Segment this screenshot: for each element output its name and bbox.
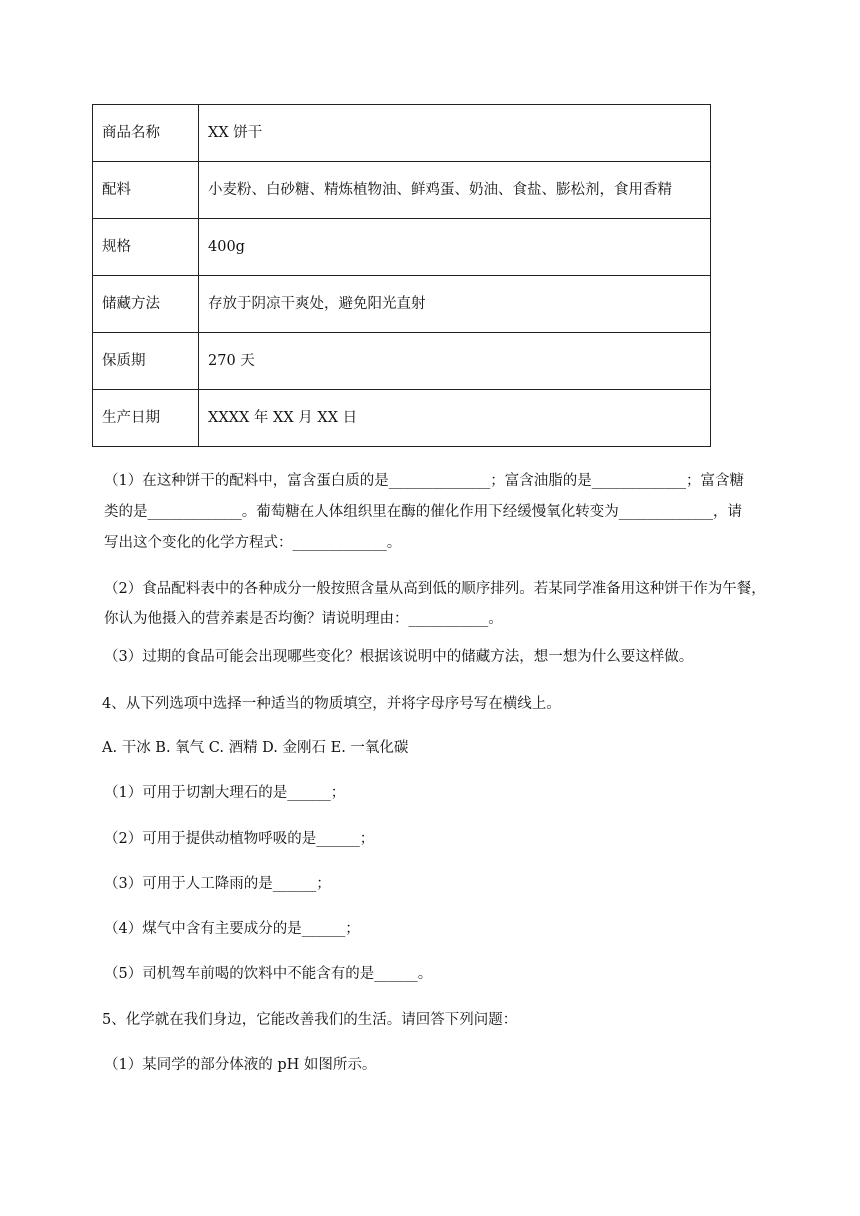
q4-item: （4）煤气中含有主要成分的是______； [104, 921, 360, 937]
table-value-cell: 存放于阴凉干爽处，避免阳光直射 [199, 276, 711, 333]
table-row [93, 390, 711, 447]
q5-item1: （1）某同学的部分体液的 pH 如图所示。 [104, 1057, 377, 1073]
q5-title: 5、化学就在我们身边，它能改善我们的生活。请回答下列问题： [102, 1012, 518, 1028]
q3-part2-line1: （2）食品配料表中的各种成分一般按照含量从高到低的顺序排列。若某同学准备用这种饼干作为午餐， [104, 581, 766, 597]
table-row [93, 105, 711, 162]
q4-item: （5）司机驾车前喝的饮料中不能含有的是______。 [104, 966, 433, 982]
q3-part3: （3）过期的食品可能会出现哪些变化？根据该说明中的储藏方法，想一想为什么要这样做。 [104, 649, 694, 665]
q3-part1-line1: （1）在这种饼干的配料中，富含蛋白质的是______________；富含油脂的是_____________；富含糖 [104, 473, 744, 489]
q4-title: 4、从下列选项中选择一种适当的物质填空，并将字母序号写在横线上。 [102, 696, 561, 712]
table-value-cell: 400g [199, 219, 711, 276]
table-key-cell: 商品名称 [93, 105, 199, 162]
q4-item: （1）可用于切割大理石的是______； [104, 785, 346, 801]
table-value-cell: XX 饼干 [199, 105, 711, 162]
table-key-cell: 生产日期 [93, 390, 199, 447]
table-row [93, 333, 711, 390]
q4-item: （2）可用于提供动植物呼吸的是______； [104, 831, 375, 847]
q3-part1-line2: 类的是_____________。葡萄糖在人体组织里在酶的催化作用下经缓慢氧化转变为_____________，请 [104, 504, 742, 520]
q3-part1-line3: 写出这个变化的化学方程式：_____________。 [104, 535, 402, 551]
q4-item: （3）可用于人工降雨的是______； [104, 876, 331, 892]
table-value-cell: XXXX 年 XX 月 XX 日 [199, 390, 711, 447]
table-key-cell: 保质期 [93, 333, 199, 390]
table-row [93, 219, 711, 276]
product-info-table [92, 104, 711, 447]
table-value-cell: 270 天 [199, 333, 711, 390]
table-row [93, 276, 711, 333]
table-value-cell: 小麦粉、白砂糖、精炼植物油、鲜鸡蛋、奶油、食盐、膨松剂，食用香精 [199, 162, 711, 219]
table-row [93, 162, 711, 219]
q3-part2-line2: 你认为他摄入的营养素是否均衡？请说明理由：___________。 [104, 611, 503, 627]
table-key-cell: 储藏方法 [93, 276, 199, 333]
table-key-cell: 配料 [93, 162, 199, 219]
q4-options: A. 干冰 B. 氧气 C. 酒精 D. 金刚石 E. 一氧化碳 [102, 740, 409, 756]
table-key-cell: 规格 [93, 219, 199, 276]
